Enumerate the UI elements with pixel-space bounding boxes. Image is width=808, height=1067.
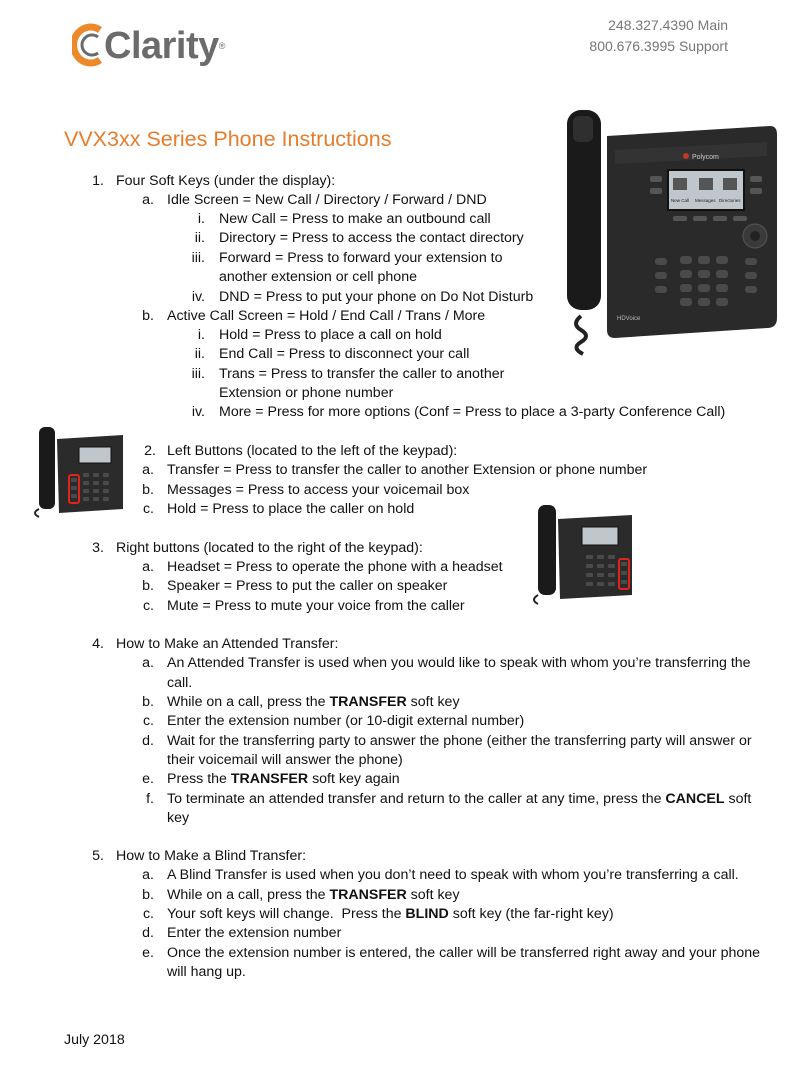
- brand-name: Clarity®: [104, 25, 225, 67]
- list-number: a.: [142, 655, 154, 671]
- list-number: a.: [142, 192, 154, 208]
- list-number: d.: [142, 925, 154, 941]
- list-number: i.: [197, 211, 205, 227]
- desk-phone-image: [555, 106, 780, 360]
- list-number: 1.: [92, 173, 104, 189]
- list-item: Messages = Press to access your voicemail box: [167, 482, 470, 498]
- section-heading: How to Make an Attended Transfer:: [116, 636, 339, 652]
- section-heading: Four Soft Keys (under the display):: [116, 173, 336, 189]
- softkey-label: Directories: [719, 198, 741, 203]
- list-item: New Call = Press to make an outbound call: [219, 211, 491, 227]
- list-item: DND = Press to put your phone on Do Not Disturb: [219, 289, 534, 305]
- list-number: e.: [142, 771, 154, 787]
- list-item: Trans = Press to transfer the caller to another: [219, 366, 505, 382]
- list-item: Your soft keys will change. Press the BLIND soft key (the far-right key): [167, 906, 614, 922]
- list-item-continuation: their voicemail will answer the phone): [167, 752, 403, 768]
- list-number: 5.: [92, 848, 104, 864]
- list-number: c.: [142, 598, 154, 614]
- list-item-continuation: another extension or cell phone: [219, 269, 417, 285]
- list-number: e.: [142, 945, 154, 961]
- page-title: VVX3xx Series Phone Instructions: [64, 127, 392, 151]
- list-item: Wait for the transferring party to answer the phone (either the transferring party will answer or: [167, 733, 752, 749]
- list-item: While on a call, press the TRANSFER soft key: [167, 694, 460, 710]
- phone-right-buttons-image: [522, 503, 635, 607]
- list-number: iv.: [191, 404, 205, 420]
- list-item: Forward = Press to forward your extension to: [219, 250, 503, 266]
- list-item: Once the extension number is entered, the caller will be transferred right away and your phone: [167, 945, 761, 961]
- list-item: Headset = Press to operate the phone with a headset: [167, 559, 503, 575]
- list-number: iii.: [191, 366, 205, 382]
- list-number: b.: [142, 578, 154, 594]
- brand-logo-icon: [683, 153, 689, 159]
- phone-left-buttons-image: [25, 425, 127, 519]
- list-number: a.: [142, 559, 154, 575]
- list-item: Enter the extension number (or 10-digit external number): [167, 713, 525, 729]
- list-number: d.: [142, 733, 154, 749]
- list-item: Hold = Press to place a call on hold: [219, 327, 442, 343]
- softkey-label: New Call: [671, 198, 690, 203]
- list-item: Directory = Press to access the contact directory: [219, 230, 524, 246]
- list-number: 2.: [144, 443, 156, 459]
- list-number: iv.: [191, 289, 205, 305]
- list-item: A Blind Transfer is used when you don’t need to speak with whom you’re transferring a call.: [167, 867, 739, 883]
- list-number: 3.: [92, 540, 104, 556]
- list-item: Mute = Press to mute your voice from the caller: [167, 598, 465, 614]
- list-number: ii.: [194, 346, 205, 362]
- list-number: a.: [142, 462, 154, 478]
- list-item: An Attended Transfer is used when you would like to speak with whom you’re transferring the: [167, 655, 751, 671]
- section-heading: Right buttons (located to the right of the keypad):: [116, 540, 423, 556]
- contact-info: [589, 15, 728, 57]
- list-number: c.: [142, 713, 154, 729]
- list-item: Press the TRANSFER soft key again: [167, 771, 400, 787]
- softkey-label: Messages: [695, 198, 716, 203]
- list-item: Enter the extension number: [167, 925, 342, 941]
- list-item: End Call = Press to disconnect your call: [219, 346, 470, 362]
- list-item: To terminate an attended transfer and return to the caller at any time, press the CANCEL soft: [167, 791, 752, 807]
- list-item-continuation: will hang up.: [167, 964, 246, 980]
- footer-date: July 2018: [64, 1032, 125, 1048]
- list-number: c.: [142, 906, 154, 922]
- main-phone: 248.327.4390 Main: [608, 17, 728, 33]
- section-heading: How to Make a Blind Transfer:: [116, 848, 307, 864]
- list-item: Hold = Press to place the caller on hold: [167, 501, 415, 517]
- list-number: b.: [142, 482, 154, 498]
- list-number: b.: [142, 694, 154, 710]
- list-item: Idle Screen = New Call / Directory / Forward / DND: [167, 192, 487, 208]
- list-item-continuation: call.: [167, 675, 193, 691]
- list-item: Speaker = Press to put the caller on speaker: [167, 578, 448, 594]
- list-item: Active Call Screen = Hold / End Call / Trans / More: [167, 308, 486, 324]
- list-number: ii.: [194, 230, 205, 246]
- section-heading: Left Buttons (located to the left of the keypad):: [167, 443, 458, 459]
- list-number: i.: [197, 327, 205, 343]
- list-number: c.: [142, 501, 154, 517]
- list-item: Transfer = Press to transfer the caller to another Extension or phone number: [167, 462, 648, 478]
- list-item: While on a call, press the TRANSFER soft key: [167, 887, 460, 903]
- logo-mark-icon: [72, 23, 106, 67]
- phone-brand-label: Polycom: [692, 154, 719, 161]
- list-item-continuation: Extension or phone number: [219, 385, 394, 401]
- support-phone: 800.676.3995 Support: [589, 38, 728, 54]
- list-number: f.: [146, 791, 154, 807]
- list-number: b.: [142, 308, 154, 324]
- list-item-continuation: key: [167, 810, 190, 826]
- list-number: iii.: [191, 250, 205, 266]
- list-number: b.: [142, 887, 154, 903]
- phone-model-label: HDVoice: [617, 316, 641, 322]
- list-number: a.: [142, 867, 154, 883]
- list-item: More = Press for more options (Conf = Press to place a 3-party Conference Call): [219, 404, 726, 420]
- list-number: 4.: [92, 636, 104, 652]
